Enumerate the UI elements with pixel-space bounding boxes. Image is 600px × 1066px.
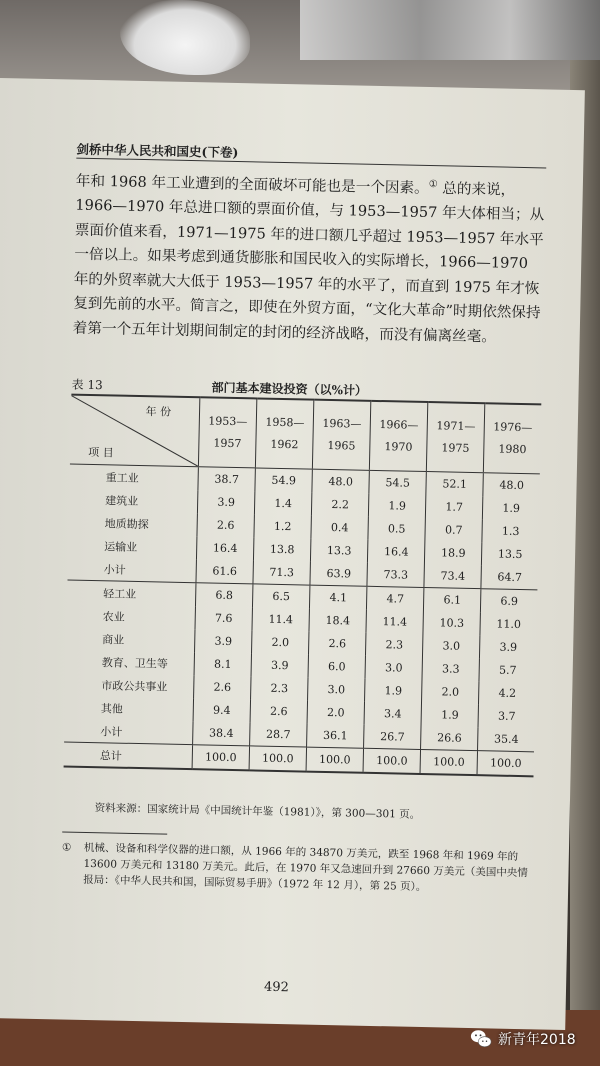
table-cell: 1.2 (254, 514, 312, 538)
table-cell: 2.0 (252, 630, 310, 654)
paragraph-start: 年和 1968 年工业遭到的全面破坏可能也是一个因素。 (75, 172, 429, 197)
table-cell: 36.1 (307, 724, 365, 749)
corner-item-label: 项 目 (88, 445, 114, 460)
table-cell: 3.0 (365, 656, 423, 680)
table-cell: 1.4 (254, 491, 312, 515)
table-cell: 38.7 (198, 467, 256, 492)
table-cell: 3.9 (197, 490, 255, 514)
table-cell: 11.0 (480, 612, 537, 636)
period-header: 1976— 1980 (483, 403, 541, 474)
table-cell: 6.1 (424, 587, 482, 612)
page-number: 492 (263, 979, 289, 996)
table-cell: 100.0 (306, 747, 364, 773)
row-label: 小计 (100, 724, 123, 739)
table-cell: 1.9 (368, 494, 426, 518)
table-cell: 3.9 (251, 653, 309, 677)
table-cell: 0.7 (425, 518, 483, 542)
table-cell: 3.3 (422, 657, 480, 681)
table-cell: 16.4 (368, 540, 426, 564)
row-label: 建筑业 (105, 493, 139, 508)
footnote-mark: ① (61, 841, 72, 854)
row-label: 运输业 (104, 539, 138, 554)
table-cell: 16.4 (196, 536, 254, 560)
table-cell: 3.0 (423, 634, 481, 658)
table-cell: 2.0 (307, 701, 365, 725)
row-label: 商业 (102, 632, 125, 647)
table-cell: 48.0 (312, 469, 370, 494)
table-cell: 61.6 (196, 559, 254, 584)
row-label: 农业 (102, 609, 125, 624)
table-cell: 9.4 (193, 698, 251, 722)
table-number: 表 13 (71, 377, 103, 393)
table-cell: 5.7 (479, 658, 536, 682)
row-label: 教育、卫生等 (101, 655, 168, 671)
table-cell: 3.9 (195, 629, 253, 653)
table-cell: 100.0 (192, 745, 250, 771)
table-cell: 26.7 (364, 725, 422, 750)
table-cell: 2.6 (250, 699, 308, 723)
table-cell: 73.4 (424, 564, 482, 589)
table-cell: 4.2 (479, 681, 536, 705)
table-cell: 0.4 (311, 516, 369, 540)
table-cell: 13.3 (311, 539, 369, 563)
table-cell: 11.4 (252, 607, 310, 631)
table-cell: 3.7 (478, 704, 535, 728)
table-cell: 1.3 (482, 519, 539, 543)
table-cell: 3.9 (480, 635, 537, 659)
table-source: 资料来源：国家统计局《中国统计年鉴（1981）》，第 300—301 页。 (94, 802, 421, 821)
table-cell: 1.9 (421, 703, 479, 727)
table-cell: 13.5 (482, 542, 539, 566)
table-cell: 54.9 (255, 468, 313, 493)
footnote-text: 机械、设备和科学仪器的进口额，从 1966 年的 34870 万美元，跌至 1968 年和 1969 年的 13600 万美元和 13180 万美元。此后，在 1970 年又急速回升到 27660 万美元（美国中央情报局：《中华人民共和国，国际贸易手册》（1972 年 12 月），第 25 页）。 (83, 841, 528, 894)
footnote-ref: ① (428, 179, 438, 191)
running-header: 剑桥中华人民共和国史(下卷) (76, 141, 239, 161)
row-label: 轻工业 (67, 580, 196, 606)
book-page (0, 78, 585, 1030)
table-cell: 6.8 (195, 583, 253, 608)
footnote (61, 839, 532, 897)
wechat-icon (470, 1028, 492, 1050)
body-paragraph (73, 166, 549, 351)
row-label: 总计 (64, 742, 193, 769)
table-caption (71, 376, 542, 398)
table-cell: 18.9 (425, 541, 483, 565)
table-corner (70, 395, 200, 467)
table-cell: 64.7 (481, 565, 538, 590)
table-cell: 10.3 (423, 611, 481, 635)
table-cell: 100.0 (477, 751, 534, 777)
table-cell: 6.5 (252, 584, 310, 609)
investment-table (64, 394, 542, 778)
row-label: 其他 (100, 701, 123, 716)
table-cell: 2.3 (366, 633, 424, 657)
table-cell: 8.1 (194, 652, 252, 676)
table-cell: 35.4 (478, 727, 535, 752)
table-cell: 52.1 (426, 472, 484, 497)
watermark-text: 新青年2018 (498, 1032, 576, 1048)
row-label: 重工业 (69, 464, 198, 490)
watermark (470, 1028, 576, 1050)
table-cell: 100.0 (420, 749, 478, 775)
period-header: 1958— 1962 (255, 398, 313, 469)
table-cell: 0.5 (368, 517, 426, 541)
table-cell: 2.3 (251, 676, 309, 700)
footnote-rule (62, 831, 167, 834)
table-cell: 1.9 (483, 496, 540, 520)
table-cell: 38.4 (193, 721, 251, 746)
table-cell: 48.0 (483, 473, 540, 498)
table-cell: 13.8 (253, 537, 311, 561)
table-cell: 1.7 (426, 495, 484, 519)
period-header: 1971— 1975 (426, 402, 484, 473)
table-cell: 71.3 (253, 560, 311, 585)
period-header: 1966— 1970 (369, 401, 427, 472)
table-cell: 100.0 (249, 746, 307, 772)
table-cell: 28.7 (250, 722, 308, 747)
table-cell: 2.6 (197, 513, 255, 537)
table-cell: 1.9 (365, 679, 423, 703)
table-cell: 54.5 (369, 470, 427, 495)
period-header: 1963— 1965 (312, 400, 370, 471)
table-cell: 6.9 (481, 589, 538, 614)
table-cell: 4.7 (367, 586, 425, 611)
table-cell: 2.6 (194, 675, 252, 699)
table-cell: 3.4 (364, 702, 422, 726)
row-label: 小计 (103, 562, 126, 577)
table-cell: 26.6 (421, 726, 479, 751)
table-cell: 63.9 (310, 562, 368, 587)
row-label: 地质勘探 (104, 516, 149, 531)
table-header-row (70, 395, 541, 474)
table-cell: 73.3 (367, 563, 425, 588)
table-cell: 2.6 (309, 632, 367, 656)
corner-year-label: 年 份 (145, 405, 172, 419)
table-cell: 2.0 (422, 680, 480, 704)
period-header: 1953— 1957 (198, 397, 256, 468)
table-cell: 6.0 (308, 655, 366, 679)
table-cell: 2.2 (311, 493, 369, 517)
background-photo (300, 0, 600, 60)
table-cell: 7.6 (195, 606, 253, 630)
table-cell: 4.1 (310, 585, 368, 610)
table-cell: 3.0 (308, 678, 366, 702)
table-cell: 100.0 (363, 748, 421, 774)
table-cell: 11.4 (366, 610, 424, 634)
table-title: 部门基本建设投资（以%计） (211, 380, 368, 398)
table-cell: 18.4 (309, 609, 367, 633)
row-label: 市政公共事业 (101, 678, 168, 694)
paragraph-cont: 总的来说，1966—1970 年总进口额的票面价值，与 1953—1957 年大体相当；从票面价值来看，1971—1975 年的进口额几乎超过 1953—1957 年水平一倍以上。如果考虑到通货膨胀和国民收入的实际增长，1966—1970 年的外贸率就大大低于 1953—1957 年的水平了，而直到 1975 年才恢复到先前的水平。简言之，即使在外贸方面，“文化大革命”时期依然保持着第一个五年计划期间制定的封闭的经济战略，而没有偏离丝毫。 (72, 180, 545, 346)
